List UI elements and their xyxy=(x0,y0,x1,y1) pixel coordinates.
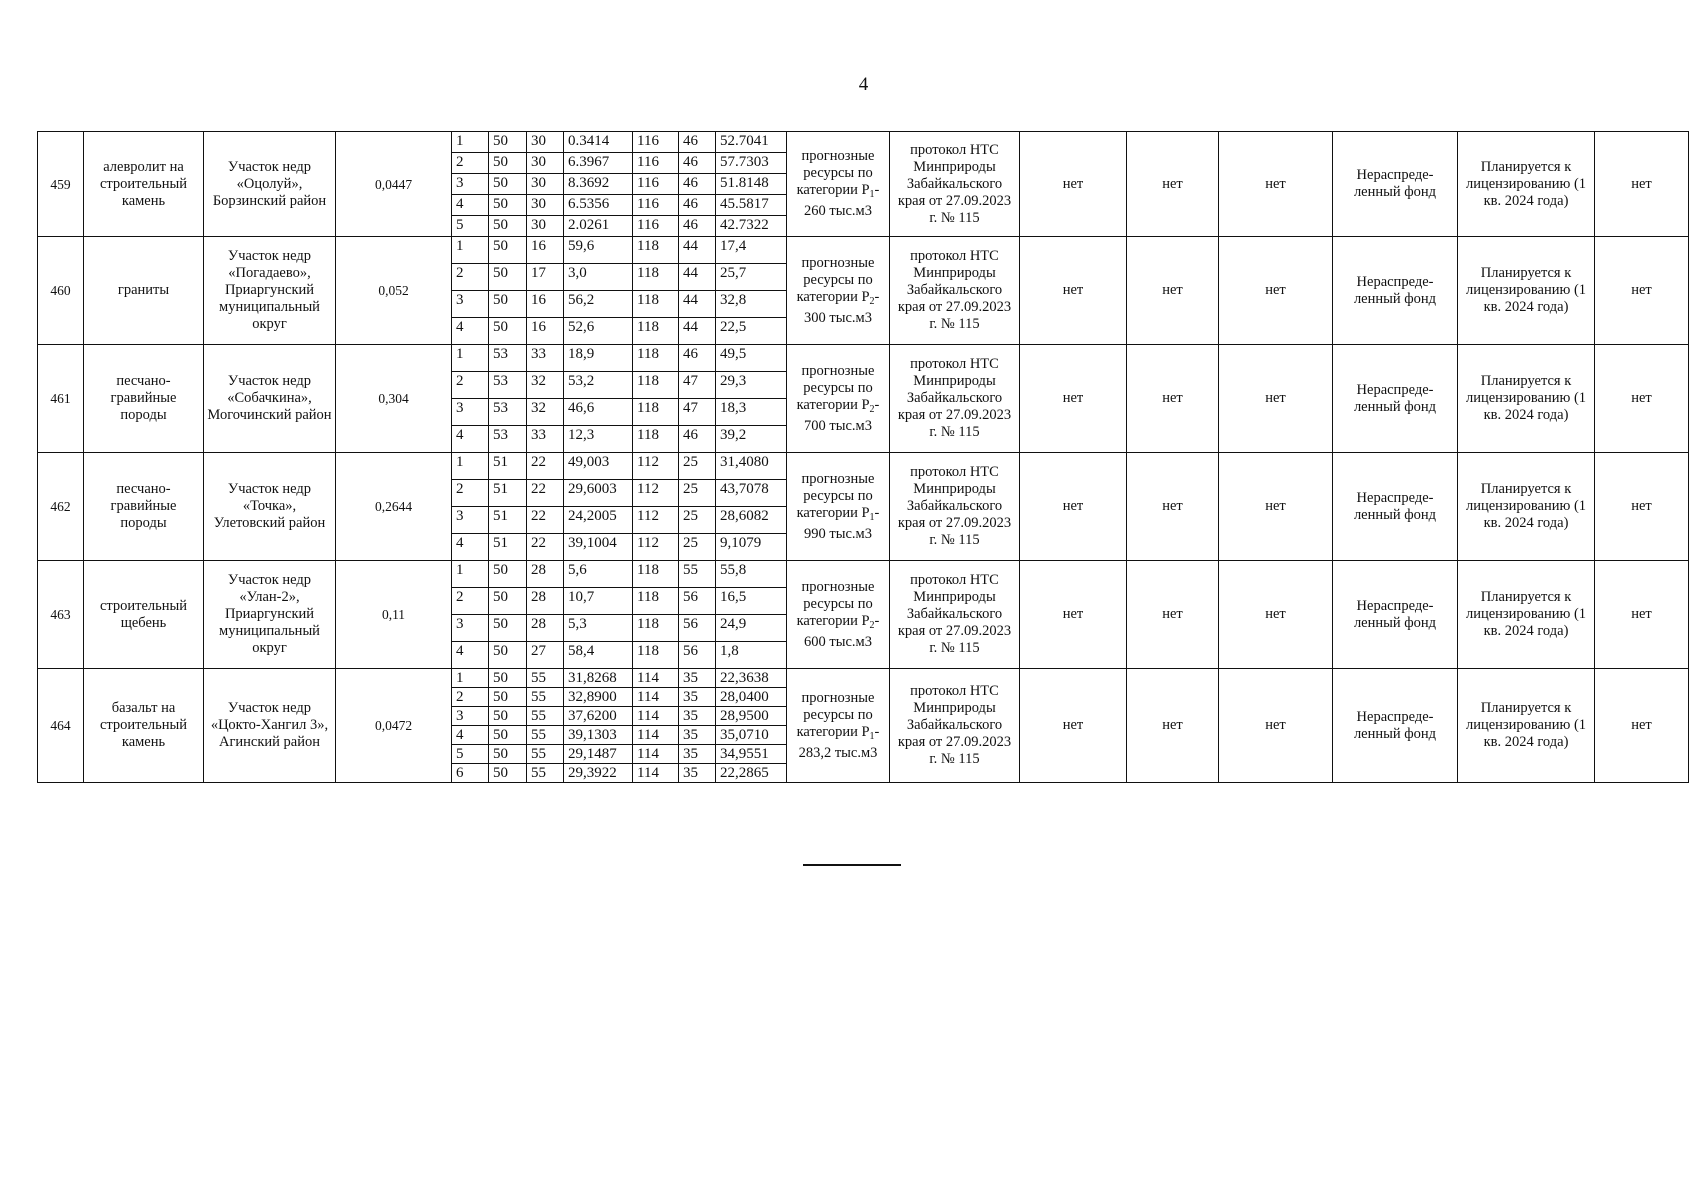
coordinate-cell: 50 xyxy=(489,174,527,195)
resources-category-subscript: 1 xyxy=(869,730,875,742)
coordinate-cell: 5 xyxy=(452,216,489,237)
coordinate-cell: 118 xyxy=(633,561,679,588)
coordinate-cell: 50 xyxy=(489,132,527,153)
coordinate-cell: 22,2865 xyxy=(716,764,787,783)
protocol-reference: протокол НТС Минприроды Забайкальского края от 27.09.2023 г. № 115 xyxy=(890,669,1020,783)
coordinate-cell: 32 xyxy=(527,399,564,426)
coordinate-cell: 35 xyxy=(679,688,716,707)
protocol-reference: протокол НТС Минприроды Забайкальского края от 27.09.2023 г. № 115 xyxy=(890,132,1020,237)
coordinate-cell: 1 xyxy=(452,669,489,688)
table-row xyxy=(38,453,1689,480)
coordinate-cell: 24,2005 xyxy=(564,507,633,534)
coordinate-cell: 44 xyxy=(679,291,716,318)
coordinate-cell: 114 xyxy=(633,745,679,764)
coordinate-cell: 16 xyxy=(527,237,564,264)
coordinate-cell: 55 xyxy=(527,688,564,707)
flag-column-last: нет xyxy=(1595,132,1689,237)
coordinate-cell: 22 xyxy=(527,507,564,534)
coordinate-cell: 3 xyxy=(452,507,489,534)
coordinate-cell: 50 xyxy=(489,195,527,216)
coordinate-cell: 1 xyxy=(452,561,489,588)
resources-text: прогнозные ресурсы по категории Р xyxy=(796,148,875,198)
area-km2: 0,0447 xyxy=(336,132,452,237)
mineral-type: базальт на строительный камень xyxy=(84,669,204,783)
coordinate-cell: 50 xyxy=(489,642,527,669)
coordinate-cell: 118 xyxy=(633,615,679,642)
coordinate-cell: 114 xyxy=(633,764,679,783)
coordinate-cell: 31,4080 xyxy=(716,453,787,480)
protocol-reference: протокол НТС Минприроды Забайкальского края от 27.09.2023 г. № 115 xyxy=(890,237,1020,345)
flag-column-a: нет xyxy=(1020,132,1127,237)
coordinate-cell: 118 xyxy=(633,318,679,345)
coordinate-cell: 52.7041 xyxy=(716,132,787,153)
coordinate-cell: 51 xyxy=(489,507,527,534)
coordinate-cell: 50 xyxy=(489,291,527,318)
area-km2: 0,052 xyxy=(336,237,452,345)
resources-volume: -300 тыс.м3 xyxy=(804,288,880,326)
coordinate-cell: 30 xyxy=(527,132,564,153)
coordinate-cell: 25 xyxy=(679,480,716,507)
record-number: 464 xyxy=(38,669,84,783)
coordinate-cell: 35 xyxy=(679,764,716,783)
resources-category-subscript: 2 xyxy=(869,295,875,307)
coordinate-cell: 50 xyxy=(489,764,527,783)
coordinate-cell: 18,3 xyxy=(716,399,787,426)
flag-column-c: нет xyxy=(1219,345,1333,453)
flag-column-last: нет xyxy=(1595,237,1689,345)
flag-column-last: нет xyxy=(1595,453,1689,561)
coordinate-cell: 22 xyxy=(527,534,564,561)
flag-column-last: нет xyxy=(1595,561,1689,669)
coordinate-cell: 47 xyxy=(679,372,716,399)
coordinate-cell: 17 xyxy=(527,264,564,291)
coordinate-cell: 118 xyxy=(633,642,679,669)
coordinate-cell: 22,3638 xyxy=(716,669,787,688)
coordinate-cell: 29,6003 xyxy=(564,480,633,507)
flag-column-last: нет xyxy=(1595,669,1689,783)
resources-category xyxy=(787,132,890,237)
coordinate-cell: 17,4 xyxy=(716,237,787,264)
coordinate-cell: 35 xyxy=(679,707,716,726)
coordinate-cell: 55 xyxy=(527,764,564,783)
flag-column-b: нет xyxy=(1127,669,1219,783)
coordinate-cell: 44 xyxy=(679,264,716,291)
coordinate-cell: 30 xyxy=(527,153,564,174)
coordinate-cell: 44 xyxy=(679,237,716,264)
coordinate-cell: 56 xyxy=(679,642,716,669)
coordinate-cell: 2 xyxy=(452,588,489,615)
coordinate-cell: 46 xyxy=(679,153,716,174)
mineral-type: песчано-гравийные породы xyxy=(84,345,204,453)
licensing-plan: Планируется к лицензированию (1 кв. 2024 года) xyxy=(1458,669,1595,783)
coordinate-cell: 46 xyxy=(679,132,716,153)
coordinate-cell: 28,6082 xyxy=(716,507,787,534)
coordinate-cell: 114 xyxy=(633,707,679,726)
coordinate-cell: 29,3 xyxy=(716,372,787,399)
area-km2: 0,2644 xyxy=(336,453,452,561)
coordinate-cell: 39,1004 xyxy=(564,534,633,561)
coordinate-cell: 114 xyxy=(633,669,679,688)
end-separator-line xyxy=(803,864,901,866)
coordinate-cell: 49,003 xyxy=(564,453,633,480)
coordinate-cell: 28,0400 xyxy=(716,688,787,707)
resources-category xyxy=(787,561,890,669)
coordinate-cell: 4 xyxy=(452,534,489,561)
coordinate-cell: 51 xyxy=(489,453,527,480)
licensing-plan: Планируется к лицензированию (1 кв. 2024 года) xyxy=(1458,345,1595,453)
licensing-plan: Планируется к лицензированию (1 кв. 2024 года) xyxy=(1458,561,1595,669)
coordinate-cell: 4 xyxy=(452,318,489,345)
site-name: Участок недр «Улан-2», Приаргунский муниципальный округ xyxy=(204,561,336,669)
record-number: 460 xyxy=(38,237,84,345)
coordinate-cell: 35,0710 xyxy=(716,726,787,745)
fund-status: Нераспреде-ленный фонд xyxy=(1333,453,1458,561)
coordinate-cell: 0.3414 xyxy=(564,132,633,153)
coordinate-cell: 22 xyxy=(527,453,564,480)
coordinate-cell: 33 xyxy=(527,426,564,453)
record-number: 461 xyxy=(38,345,84,453)
coordinate-cell: 1 xyxy=(452,132,489,153)
coordinate-cell: 39,1303 xyxy=(564,726,633,745)
coordinate-cell: 53 xyxy=(489,399,527,426)
coordinate-cell: 116 xyxy=(633,153,679,174)
coordinate-cell: 50 xyxy=(489,615,527,642)
resources-volume: -600 тыс.м3 xyxy=(804,612,880,650)
mineral-type: песчано-гравийные породы xyxy=(84,453,204,561)
coordinate-cell: 6 xyxy=(452,764,489,783)
site-name: Участок недр «Оцолуй», Борзинский район xyxy=(204,132,336,237)
table-row xyxy=(38,132,1689,153)
coordinate-cell: 50 xyxy=(489,745,527,764)
table-row xyxy=(38,561,1689,588)
coordinate-cell: 50 xyxy=(489,688,527,707)
coordinate-cell: 4 xyxy=(452,426,489,453)
table-row xyxy=(38,345,1689,372)
coordinate-cell: 118 xyxy=(633,372,679,399)
coordinate-cell: 53 xyxy=(489,372,527,399)
coordinate-cell: 30 xyxy=(527,174,564,195)
coordinate-cell: 28 xyxy=(527,561,564,588)
coordinate-cell: 4 xyxy=(452,726,489,745)
flag-column-last: нет xyxy=(1595,345,1689,453)
resources-category xyxy=(787,345,890,453)
site-name: Участок недр «Точка», Улетовский район xyxy=(204,453,336,561)
coordinate-cell: 1 xyxy=(452,453,489,480)
coordinate-cell: 50 xyxy=(489,237,527,264)
protocol-reference: протокол НТС Минприроды Забайкальского края от 27.09.2023 г. № 115 xyxy=(890,561,1020,669)
coordinate-cell: 50 xyxy=(489,588,527,615)
flag-column-b: нет xyxy=(1127,453,1219,561)
coordinate-cell: 3 xyxy=(452,399,489,426)
coordinate-cell: 51.8148 xyxy=(716,174,787,195)
resources-volume: -260 тыс.м3 xyxy=(804,182,880,219)
coordinate-cell: 30 xyxy=(527,216,564,237)
coordinate-cell: 5 xyxy=(452,745,489,764)
coordinate-cell: 55 xyxy=(679,561,716,588)
coordinate-cell: 57.7303 xyxy=(716,153,787,174)
fund-status: Нераспреде-ленный фонд xyxy=(1333,561,1458,669)
flag-column-b: нет xyxy=(1127,345,1219,453)
coordinate-cell: 32,8900 xyxy=(564,688,633,707)
resources-text: прогнозные ресурсы по категории Р xyxy=(796,578,875,629)
coordinate-cell: 16,5 xyxy=(716,588,787,615)
coordinate-cell: 112 xyxy=(633,453,679,480)
fund-status: Нераспреде-ленный фонд xyxy=(1333,669,1458,783)
coordinate-cell: 5,6 xyxy=(564,561,633,588)
coordinate-cell: 28 xyxy=(527,615,564,642)
licensing-plan: Планируется к лицензированию (1 кв. 2024 года) xyxy=(1458,132,1595,237)
coordinate-cell: 112 xyxy=(633,480,679,507)
resources-category-subscript: 2 xyxy=(869,619,875,631)
coordinate-cell: 2.0261 xyxy=(564,216,633,237)
table-row xyxy=(38,669,1689,688)
flag-column-c: нет xyxy=(1219,453,1333,561)
flag-column-a: нет xyxy=(1020,453,1127,561)
site-name: Участок недр «Собачкина», Могочинский район xyxy=(204,345,336,453)
coordinate-cell: 118 xyxy=(633,345,679,372)
coordinate-cell: 118 xyxy=(633,426,679,453)
coordinate-cell: 39,2 xyxy=(716,426,787,453)
coordinate-cell: 3 xyxy=(452,291,489,318)
coordinate-cell: 46 xyxy=(679,195,716,216)
coordinate-cell: 3 xyxy=(452,174,489,195)
flag-column-b: нет xyxy=(1127,561,1219,669)
mineral-type: строительный щебень xyxy=(84,561,204,669)
coordinate-cell: 6.5356 xyxy=(564,195,633,216)
coordinate-cell: 52,6 xyxy=(564,318,633,345)
coordinate-cell: 12,3 xyxy=(564,426,633,453)
coordinate-cell: 4 xyxy=(452,195,489,216)
coordinate-cell: 112 xyxy=(633,534,679,561)
coordinate-cell: 114 xyxy=(633,688,679,707)
coordinate-cell: 8.3692 xyxy=(564,174,633,195)
coordinate-cell: 2 xyxy=(452,372,489,399)
coordinate-cell: 46 xyxy=(679,426,716,453)
flag-column-c: нет xyxy=(1219,132,1333,237)
fund-status: Нераспреде-ленный фонд xyxy=(1333,237,1458,345)
flag-column-a: нет xyxy=(1020,669,1127,783)
coordinate-cell: 29,1487 xyxy=(564,745,633,764)
coordinate-cell: 46 xyxy=(679,174,716,195)
resources-text: прогнозные ресурсы по категории Р xyxy=(796,689,875,740)
coordinate-cell: 50 xyxy=(489,318,527,345)
protocol-reference: протокол НТС Минприроды Забайкальского края от 27.09.2023 г. № 115 xyxy=(890,345,1020,453)
coordinate-cell: 2 xyxy=(452,480,489,507)
coordinate-cell: 118 xyxy=(633,237,679,264)
coordinate-cell: 46 xyxy=(679,216,716,237)
table-row xyxy=(38,237,1689,264)
coordinate-cell: 35 xyxy=(679,745,716,764)
coordinate-cell: 42.7322 xyxy=(716,216,787,237)
coordinate-cell: 116 xyxy=(633,195,679,216)
coordinate-cell: 55,8 xyxy=(716,561,787,588)
coordinate-cell: 22,5 xyxy=(716,318,787,345)
coordinate-cell: 25 xyxy=(679,507,716,534)
coordinate-cell: 46,6 xyxy=(564,399,633,426)
resources-text: прогнозные ресурсы по категории Р xyxy=(796,362,875,413)
coordinate-cell: 3,0 xyxy=(564,264,633,291)
coordinate-cell: 34,9551 xyxy=(716,745,787,764)
coordinate-cell: 116 xyxy=(633,132,679,153)
resources-category xyxy=(787,453,890,561)
record-number: 459 xyxy=(38,132,84,237)
licensing-plan: Планируется к лицензированию (1 кв. 2024 года) xyxy=(1458,237,1595,345)
area-km2: 0,0472 xyxy=(336,669,452,783)
coordinate-cell: 50 xyxy=(489,264,527,291)
licensing-plan: Планируется к лицензированию (1 кв. 2024 года) xyxy=(1458,453,1595,561)
flag-column-c: нет xyxy=(1219,669,1333,783)
flag-column-b: нет xyxy=(1127,132,1219,237)
resources-volume: -700 тыс.м3 xyxy=(804,396,880,434)
coordinate-cell: 55 xyxy=(527,745,564,764)
coordinate-cell: 25,7 xyxy=(716,264,787,291)
coordinate-cell: 1 xyxy=(452,345,489,372)
coordinate-cell: 116 xyxy=(633,174,679,195)
coordinate-cell: 56,2 xyxy=(564,291,633,318)
coordinate-cell: 31,8268 xyxy=(564,669,633,688)
coordinate-cell: 16 xyxy=(527,318,564,345)
coordinate-cell: 3 xyxy=(452,615,489,642)
flag-column-c: нет xyxy=(1219,237,1333,345)
coordinate-cell: 37,6200 xyxy=(564,707,633,726)
coordinate-cell: 5,3 xyxy=(564,615,633,642)
coordinate-cell: 50 xyxy=(489,216,527,237)
resources-category-subscript: 1 xyxy=(869,511,875,523)
coordinate-cell: 118 xyxy=(633,399,679,426)
site-name: Участок недр «Цокто-Хангил 3», Агинский район xyxy=(204,669,336,783)
resources-category-subscript: 2 xyxy=(869,403,875,415)
mineral-type: алевролит на строительный камень xyxy=(84,132,204,237)
coordinate-cell: 30 xyxy=(527,195,564,216)
coordinate-cell: 28 xyxy=(527,588,564,615)
flag-column-a: нет xyxy=(1020,561,1127,669)
coordinate-cell: 50 xyxy=(489,669,527,688)
coordinate-cell: 114 xyxy=(633,726,679,745)
coordinate-cell: 35 xyxy=(679,726,716,745)
coordinate-cell: 50 xyxy=(489,153,527,174)
coordinate-cell: 18,9 xyxy=(564,345,633,372)
coordinate-cell: 45.5817 xyxy=(716,195,787,216)
coordinate-cell: 1 xyxy=(452,237,489,264)
coordinate-cell: 3 xyxy=(452,707,489,726)
coordinate-cell: 50 xyxy=(489,707,527,726)
area-km2: 0,11 xyxy=(336,561,452,669)
coordinate-cell: 29,3922 xyxy=(564,764,633,783)
coordinate-cell: 56 xyxy=(679,588,716,615)
coordinate-cell: 55 xyxy=(527,707,564,726)
coordinate-cell: 50 xyxy=(489,561,527,588)
coordinate-cell: 112 xyxy=(633,507,679,534)
resources-volume: -990 тыс.м3 xyxy=(804,504,880,542)
subsoil-sites-table xyxy=(37,131,1689,783)
coordinate-cell: 116 xyxy=(633,216,679,237)
coordinate-cell: 25 xyxy=(679,453,716,480)
coordinate-cell: 53 xyxy=(489,426,527,453)
site-name: Участок недр «Погадаево», Приаргунский муниципальный округ xyxy=(204,237,336,345)
coordinate-cell: 55 xyxy=(527,669,564,688)
flag-column-b: нет xyxy=(1127,237,1219,345)
resources-text: прогнозные ресурсы по категории Р xyxy=(796,470,875,521)
coordinate-cell: 58,4 xyxy=(564,642,633,669)
protocol-reference: протокол НТС Минприроды Забайкальского края от 27.09.2023 г. № 115 xyxy=(890,453,1020,561)
coordinate-cell: 4 xyxy=(452,642,489,669)
coordinate-cell: 51 xyxy=(489,534,527,561)
coordinate-cell: 9,1079 xyxy=(716,534,787,561)
flag-column-a: нет xyxy=(1020,237,1127,345)
coordinate-cell: 2 xyxy=(452,264,489,291)
flag-column-a: нет xyxy=(1020,345,1127,453)
coordinate-cell: 10,7 xyxy=(564,588,633,615)
fund-status: Нераспреде-ленный фонд xyxy=(1333,132,1458,237)
coordinate-cell: 43,7078 xyxy=(716,480,787,507)
coordinate-cell: 53,2 xyxy=(564,372,633,399)
resources-category xyxy=(787,237,890,345)
coordinate-cell: 32 xyxy=(527,372,564,399)
coordinate-cell: 25 xyxy=(679,534,716,561)
coordinate-cell: 118 xyxy=(633,264,679,291)
coordinate-cell: 22 xyxy=(527,480,564,507)
mineral-type: граниты xyxy=(84,237,204,345)
page-number: 4 xyxy=(858,74,869,95)
coordinate-cell: 28,9500 xyxy=(716,707,787,726)
table-body xyxy=(38,132,1689,783)
coordinate-cell: 33 xyxy=(527,345,564,372)
fund-status: Нераспреде-ленный фонд xyxy=(1333,345,1458,453)
coordinate-cell: 1,8 xyxy=(716,642,787,669)
coordinate-cell: 50 xyxy=(489,726,527,745)
record-number: 462 xyxy=(38,453,84,561)
coordinate-cell: 35 xyxy=(679,669,716,688)
resources-volume: -283,2 тыс.м3 xyxy=(798,723,880,761)
resources-text: прогнозные ресурсы по категории Р xyxy=(796,254,875,305)
record-number: 463 xyxy=(38,561,84,669)
coordinate-cell: 46 xyxy=(679,345,716,372)
coordinate-cell: 118 xyxy=(633,291,679,318)
coordinate-cell: 55 xyxy=(527,726,564,745)
resources-category xyxy=(787,669,890,783)
coordinate-cell: 6.3967 xyxy=(564,153,633,174)
coordinate-cell: 2 xyxy=(452,153,489,174)
area-km2: 0,304 xyxy=(336,345,452,453)
coordinate-cell: 27 xyxy=(527,642,564,669)
coordinate-cell: 53 xyxy=(489,345,527,372)
coordinate-cell: 24,9 xyxy=(716,615,787,642)
coordinate-cell: 56 xyxy=(679,615,716,642)
coordinate-cell: 51 xyxy=(489,480,527,507)
coordinate-cell: 47 xyxy=(679,399,716,426)
coordinate-cell: 118 xyxy=(633,588,679,615)
coordinate-cell: 32,8 xyxy=(716,291,787,318)
coordinate-cell: 49,5 xyxy=(716,345,787,372)
coordinate-cell: 59,6 xyxy=(564,237,633,264)
resources-category-subscript: 1 xyxy=(869,189,875,200)
coordinate-cell: 44 xyxy=(679,318,716,345)
flag-column-c: нет xyxy=(1219,561,1333,669)
coordinate-cell: 16 xyxy=(527,291,564,318)
coordinate-cell: 2 xyxy=(452,688,489,707)
